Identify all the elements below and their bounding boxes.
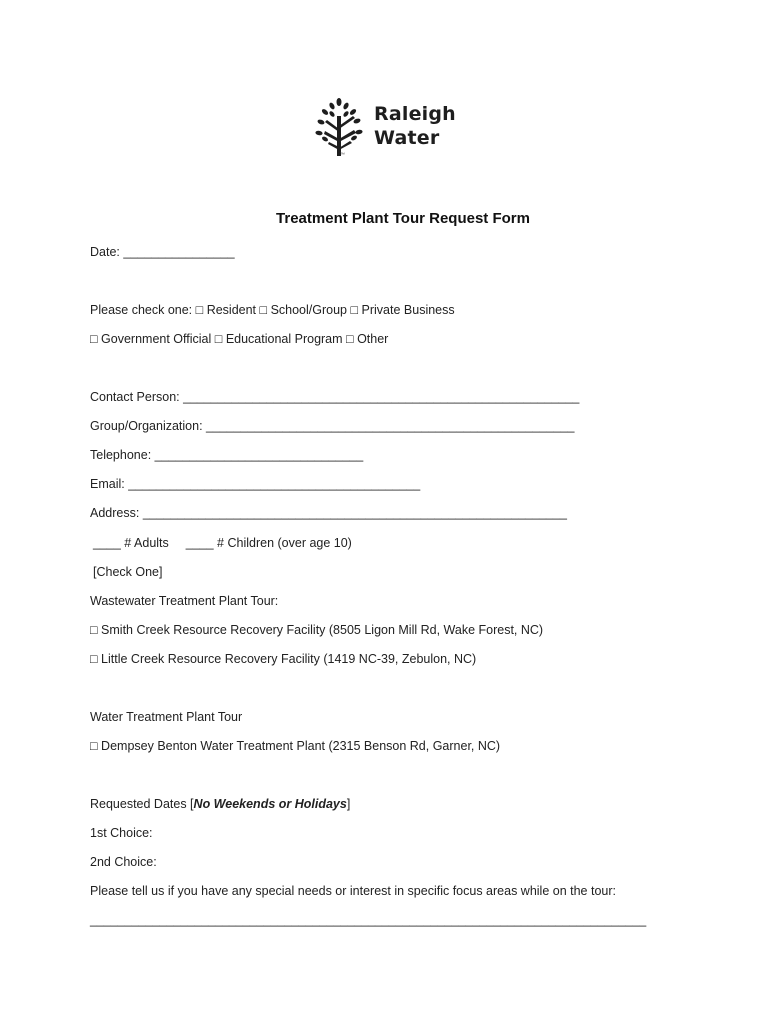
telephone-label: Telephone:	[90, 448, 152, 462]
option-school-group: School/Group	[270, 303, 347, 317]
address-label: Address:	[90, 506, 140, 520]
wastewater-heading: Wastewater Treatment Plant Tour:	[90, 594, 279, 608]
option-resident: Resident	[206, 303, 257, 317]
special-needs-field[interactable]: ________________________________________________________________________________	[90, 913, 647, 927]
contact-person-row	[90, 389, 579, 405]
logo-wordmark	[374, 102, 456, 150]
email-field[interactable]: __________________________________________	[128, 477, 421, 491]
requested-dates-close: ]	[346, 797, 351, 811]
option-private-business: Private Business	[361, 303, 455, 317]
attendees-row	[93, 535, 352, 551]
option-other: Other	[357, 332, 389, 346]
date-field[interactable]: ________________	[123, 245, 235, 259]
address-row	[90, 505, 567, 521]
requested-dates-label: Requested Dates [	[90, 797, 194, 811]
telephone-field[interactable]: ______________________________	[154, 448, 364, 462]
check-one-instruction: [Check One]	[93, 565, 163, 579]
telephone-row	[90, 447, 363, 463]
form-title: Treatment Plant Tour Request Form	[276, 210, 530, 227]
water-option-dempsey-benton	[90, 738, 500, 754]
logo-line-2: Water	[374, 127, 440, 149]
date-label: Date:	[90, 245, 120, 259]
smith-creek-label: Smith Creek Resource Recovery Facility (8505 Ligon Mill Rd, Wake Forest, NC)	[101, 623, 544, 637]
check-one-prompt: Please check one:	[90, 303, 193, 317]
raleigh-water-logo	[312, 92, 462, 162]
address-field[interactable]: _____________________________________________________________	[142, 506, 567, 520]
check-one-row-1	[90, 302, 455, 318]
logo-trademark: ™	[340, 152, 345, 158]
checkbox[interactable]: □	[346, 332, 354, 346]
checkbox[interactable]: □	[90, 332, 98, 346]
group-organization-field[interactable]: _____________________________________________________	[206, 419, 575, 433]
dempsey-benton-label: Dempsey Benton Water Treatment Plant (2315 Benson Rd, Garner, NC)	[101, 739, 501, 753]
requested-dates-emphasis: No Weekends or Holidays	[193, 797, 347, 811]
check-one-row-2	[90, 331, 388, 347]
contact-person-field[interactable]: _________________________________________________________	[183, 390, 580, 404]
children-count-field[interactable]: ____	[185, 536, 214, 550]
wastewater-option-smith-creek	[90, 622, 543, 638]
group-organization-label: Group/Organization:	[90, 419, 203, 433]
little-creek-label: Little Creek Resource Recovery Facility (1419 NC-39, Zebulon, NC)	[101, 652, 477, 666]
adults-label: # Adults	[124, 536, 169, 550]
email-row	[90, 476, 420, 492]
children-label: # Children (over age 10)	[217, 536, 352, 550]
checkbox[interactable]: □	[195, 303, 204, 317]
first-choice-label[interactable]: 1st Choice:	[90, 826, 153, 840]
special-needs-prompt: Please tell us if you have any special needs or interest in specific focus areas while on the tour:	[90, 884, 616, 898]
option-government-official: Government Official	[101, 332, 212, 346]
checkbox[interactable]: □	[259, 303, 268, 317]
logo-line-1: Raleigh	[374, 103, 456, 125]
checkbox[interactable]: □	[90, 739, 98, 753]
option-educational-program: Educational Program	[225, 332, 343, 346]
group-organization-row	[90, 418, 575, 434]
adults-count-field[interactable]: ____	[93, 536, 121, 550]
email-label: Email:	[90, 477, 125, 491]
requested-dates-row	[90, 796, 350, 812]
second-choice-label[interactable]: 2nd Choice:	[90, 855, 157, 869]
checkbox[interactable]: □	[350, 303, 359, 317]
checkbox[interactable]: □	[90, 652, 98, 666]
contact-person-label: Contact Person:	[90, 390, 180, 404]
checkbox[interactable]: □	[214, 332, 223, 346]
date-row	[90, 244, 235, 260]
wastewater-option-little-creek	[90, 651, 476, 667]
water-heading: Water Treatment Plant Tour	[90, 710, 243, 724]
checkbox[interactable]: □	[90, 623, 98, 637]
